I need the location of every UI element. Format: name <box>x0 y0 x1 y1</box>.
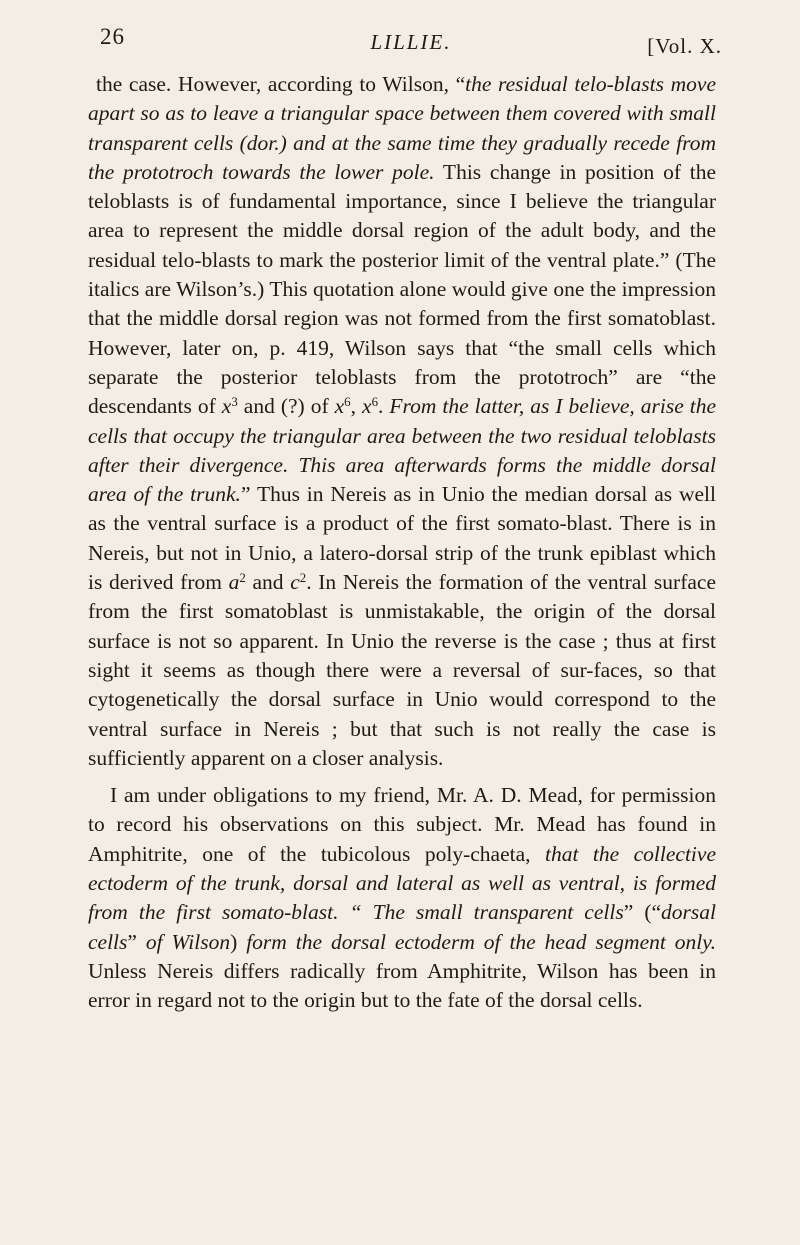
page-header <box>100 24 722 60</box>
running-title: LILLIE. <box>370 30 452 54</box>
p1-run: the case. However, according to Wilson, “ <box>96 72 466 96</box>
p1-run: 2 <box>299 570 307 585</box>
p1-run: This change in position of the teloblasts is of fundamental importance, since I believe the triangular area to represent the middle dorsal region of the adult body, and the residual telo-blasts to mark the posterior limit of the ventral plate.” (The italics are Wilson’s.) This quotation alone would give one the impression that the middle dorsal region was not formed from the first somatoblast. However, later on, p. 419, Wilson says that “the small cells which separate the posterior teloblasts from the prototroch” are “the descendants of <box>88 159 716 419</box>
p1-run: x <box>221 394 232 419</box>
p1-run: a <box>228 570 240 595</box>
p2-run: of Wilson <box>145 929 231 954</box>
volume-label: [Vol. X. <box>647 34 722 58</box>
body-text <box>88 70 716 1016</box>
p2-run: form the dorsal ectoderm of the head segment only. <box>246 929 716 954</box>
p1-run: the residual telo-blasts move apart so as to leave a triangular space between them covered with small transparent cells (dor.) and at the same time they gradually recede from the prototroch towards the lower pole. <box>88 72 716 184</box>
p1-run: From the latter, as I believe, arise the cells that occupy the triangular area between the two residual teloblasts after their divergence. This area afterwards forms the middle dorsal area of the trunk. <box>88 394 717 507</box>
p1-run: x <box>334 394 345 419</box>
p1-run: 6 <box>344 395 351 410</box>
p1-run: and (?) of <box>237 394 335 419</box>
paragraph-2 <box>88 781 716 1015</box>
p1-run: , <box>350 394 363 419</box>
p1-run: . <box>378 394 390 419</box>
p1-run: 3 <box>231 395 238 410</box>
p1-run: ” Thus in Nereis as in Unio the median dorsal as well as the ventral surface is a product of the first somato-blast. There is in Nereis, but not in Unio, a latero-dorsal strip of the trunk epiblast which is derived from <box>88 482 717 595</box>
p1-run: 6 <box>371 395 379 410</box>
p1-run: . In Nereis the formation of the ventral surface from the first somatoblast is unmistakable, the origin of the dorsal surface is not so apparent. In Unio the reverse is the case ; thus at first sight it seems as though there were a reversal of sur-faces, so that cytogenetically the dorsal surface in Unio would correspond to the ventral surface in Nereis ; but that such is not really the case is sufficiently apparent on a closer analysis. <box>88 570 716 770</box>
p1-run: 2 <box>239 570 246 585</box>
paragraph-1 <box>88 70 716 773</box>
page-number: 26 <box>100 24 125 49</box>
p2-run: Unless Nereis differs radically from Amphitrite, Wilson has been in error in regard not to the origin but to the fate of the dorsal cells. <box>88 958 716 1013</box>
p1-run: x <box>362 394 372 419</box>
p2-run: ) <box>230 929 247 954</box>
p2-run: I am under obligations to my friend, Mr. A. D. Mead, for permission to record his observations on this subject. Mr. Mead has found in Amphitrite, one of the tubicolous poly-chaeta, <box>88 783 716 866</box>
p2-run: dorsal cells <box>88 900 716 954</box>
p2-run: that the collective ectoderm of the trunk, dorsal and lateral as well as ventral, is formed from the first somato-blast. “ The small transparent cells <box>88 841 716 925</box>
p2-run: ” (“ <box>623 900 662 925</box>
p1-run: and <box>245 570 291 595</box>
p2-run: ” <box>127 929 146 954</box>
p1-run: c <box>290 570 300 595</box>
